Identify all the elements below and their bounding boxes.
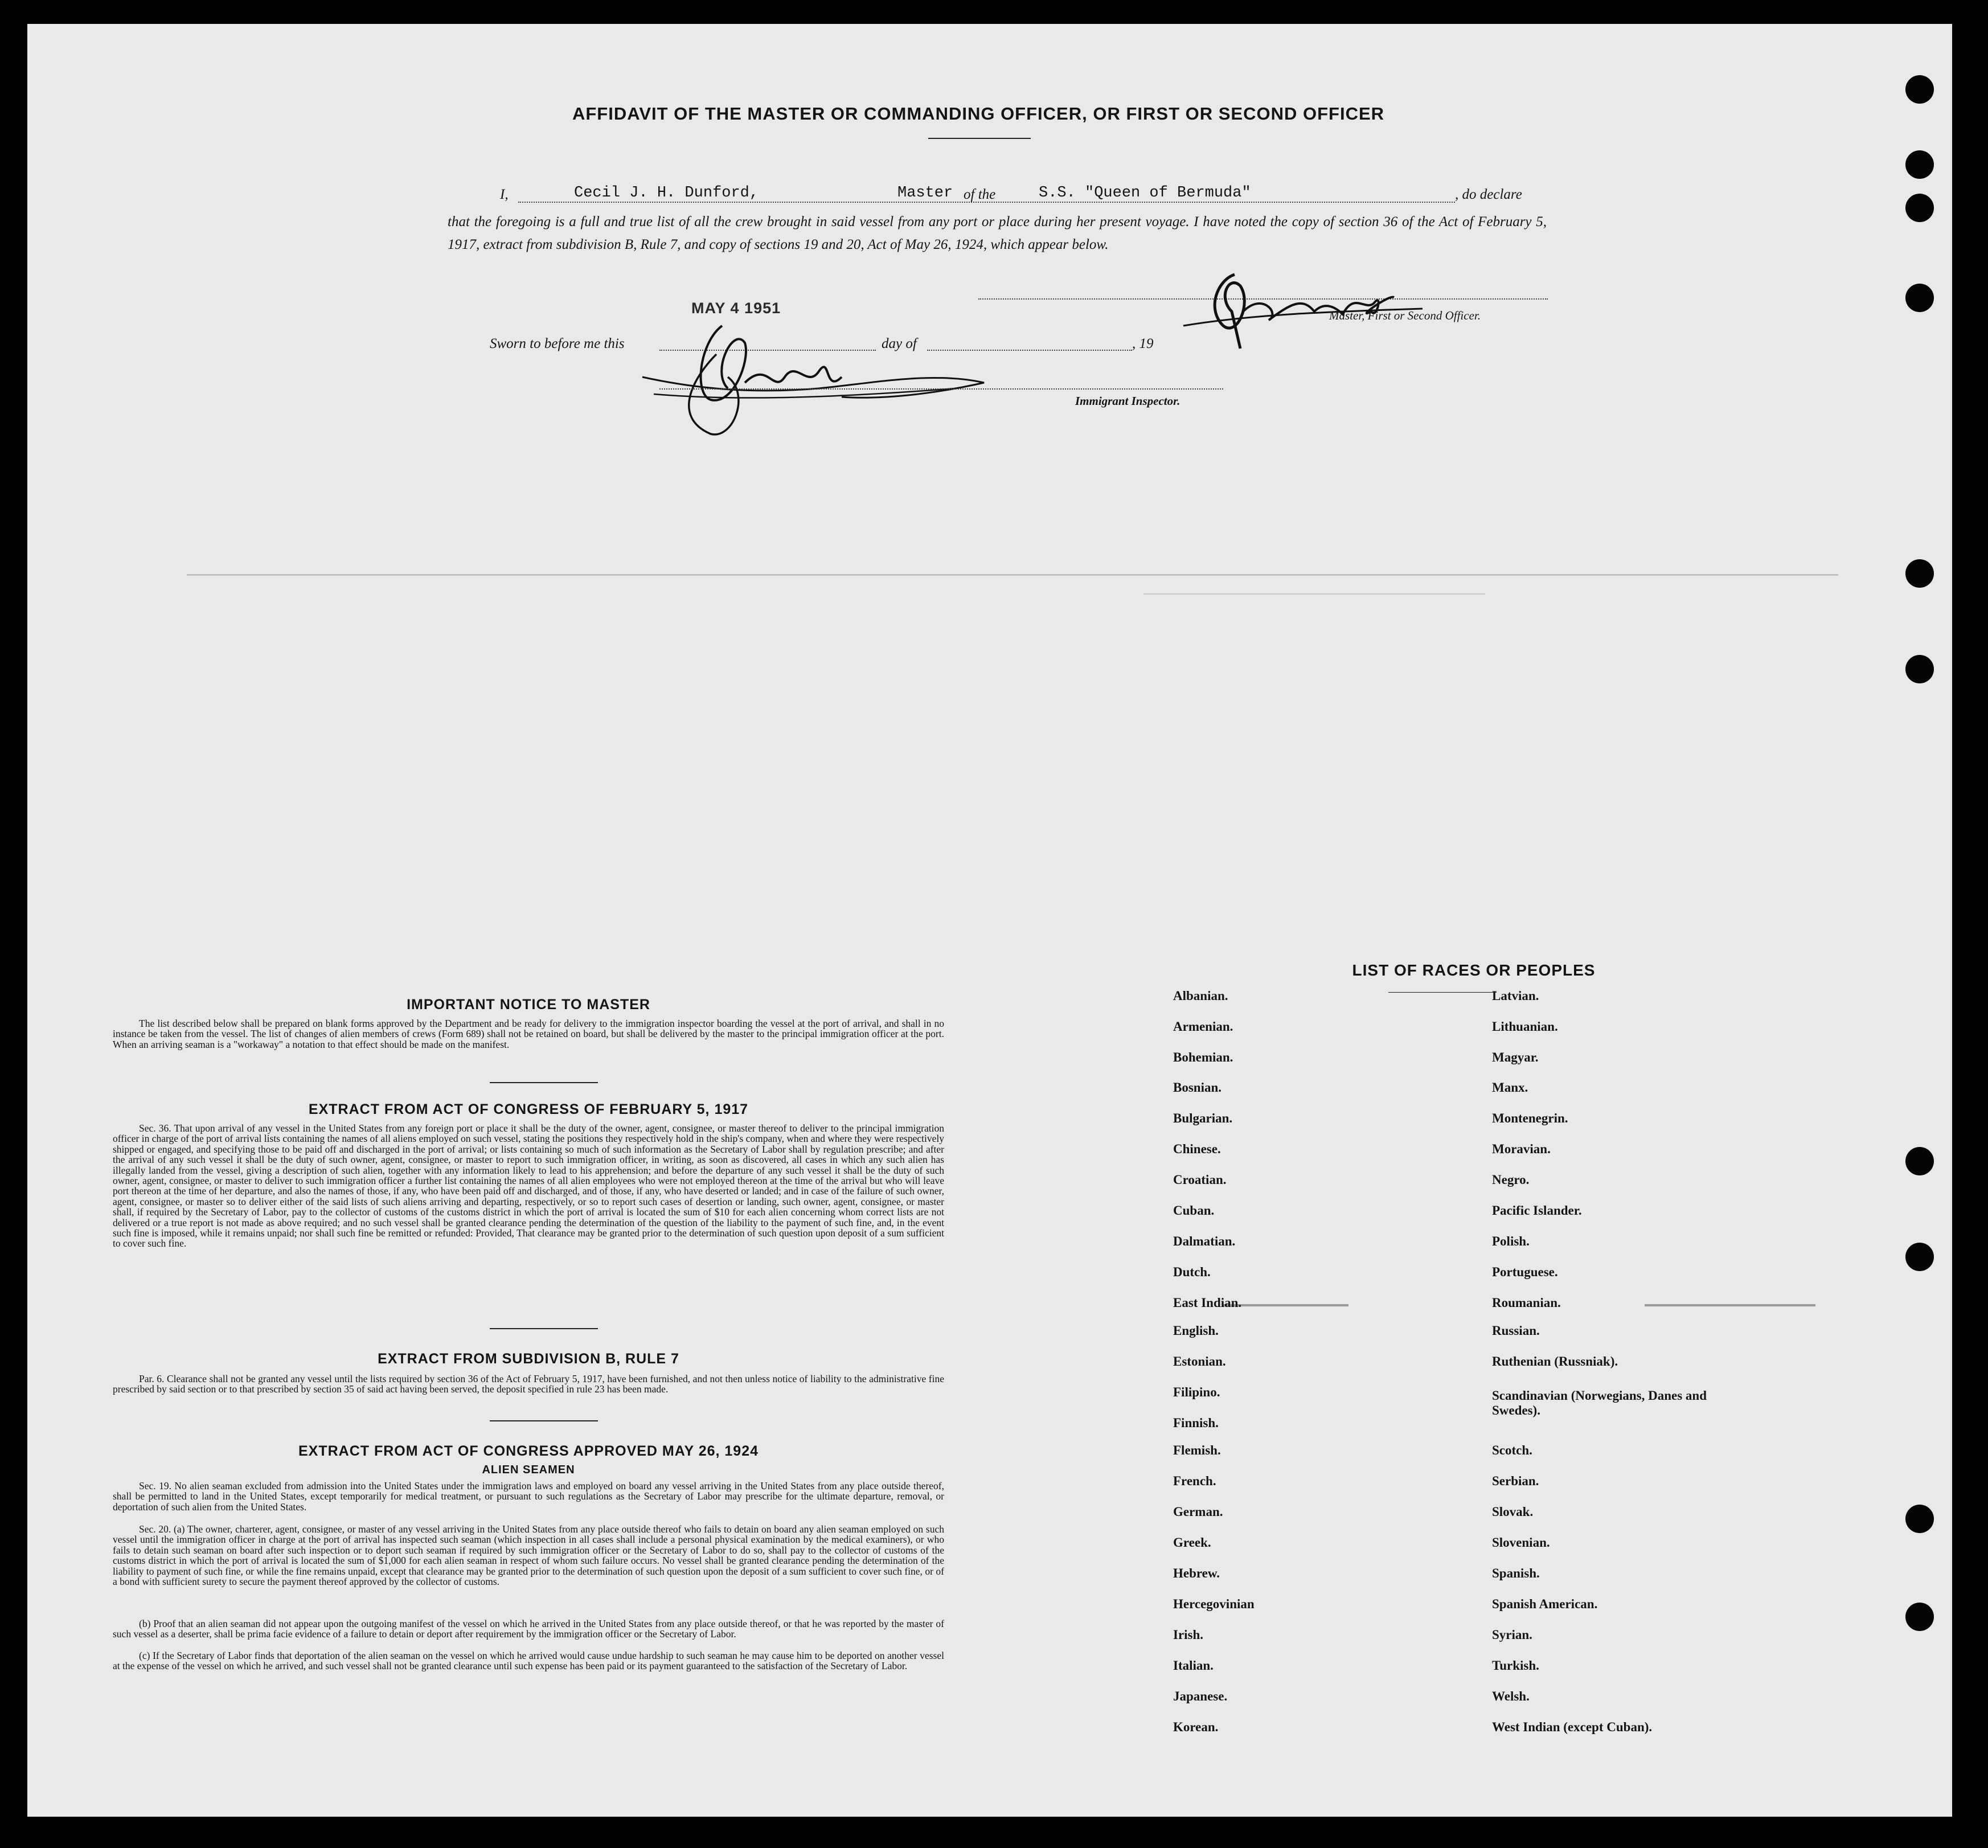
extract-1917-divider xyxy=(490,1328,598,1329)
race-item: Slovak. xyxy=(1492,1505,1534,1519)
race-item: Bohemian. xyxy=(1173,1050,1233,1064)
race-item: Korean. xyxy=(1173,1720,1219,1734)
race-item: Finnish. xyxy=(1173,1416,1219,1430)
race-item: Bulgarian. xyxy=(1173,1111,1233,1125)
race-item: Scotch. xyxy=(1492,1443,1532,1457)
notice-title: IMPORTANT NOTICE TO MASTER xyxy=(407,997,650,1013)
race-item: Filipino. xyxy=(1173,1385,1220,1399)
day-of-label: day of xyxy=(882,336,917,351)
binder-hole xyxy=(1905,559,1934,588)
year-label: , 19 xyxy=(1132,336,1154,351)
race-item: Latvian. xyxy=(1492,989,1539,1003)
race-item: Pacific Islander. xyxy=(1492,1203,1582,1218)
extract-rule7-body: Par. 6. Clearance shall not be granted any vessel until the lists required by section 36 of the Act of February 5, 1917, have been furnished, and not then unless notice of liability to the administrative fine prescribed by said section or to that prescribed by section 35 of said act having been served, the deposit specified in rule 23 has been made. xyxy=(113,1373,944,1395)
binder-hole xyxy=(1905,1603,1934,1631)
race-item: English. xyxy=(1173,1323,1219,1338)
race-item: Slovenian. xyxy=(1492,1535,1550,1550)
extract-1924-sec20c: (c) If the Secretary of Labor finds that deportation of the alien seaman on the vessel on which he arrived would cause undue hardship to such seaman he may cause him to be deported on another vessel at the expense of the vessel on which he arrived, and such vessel shall not be granted clearance until such expense has been paid or its payment guaranteed to the satisfaction of the Secretary of Labor. xyxy=(113,1650,944,1672)
extract-1917-title: EXTRACT FROM ACT OF CONGRESS OF FEBRUARY 5, 1917 xyxy=(308,1101,749,1117)
sworn-label: Sworn to before me this xyxy=(490,336,625,351)
race-item: Negro. xyxy=(1492,1173,1530,1187)
extract-1917-body: Sec. 36. That upon arrival of any vessel in the United States from any foreign port or place it shall be the duty of the owner, agent, consignee, or master thereof to deliver to the principal immigration officer in charge of the port of arrival lists containing the names of all aliens employed on such vessel, stating the positions they respectively hold in the ship's company, when and where they were respectively shipped or engaged, and specifying those to be paid off and discharged in the port of arrival; or lists containing so much of such information as the Secretary of Labor shall by regulation prescribe; and after the arrival of any such vessel it shall be the duty of such owner, agent, consignee, or master to report to such immigration officer, in writing, as soon as discovered, all cases in which any such alien has illegally landed from the vessel, giving a description of such alien, together with any information likely to lead to his apprehension; and before the departure of any such vessel it shall be the duty of such owner, agent, consignee, or master to deliver to such immigration officer a further list containing the names of all alien employees who were not employed thereon at the time of the arrival but who will leave port thereon at the time of her departure, and also the names of those, if any, who have been paid off and discharged, and of those, if any, who have deserted or landed; and in case of the failure of such owner, agent, consignee, or master so to deliver either of the said lists of such aliens arriving and departing, respectively, or so to report such cases of desertion or landing, such owner, agent, consignee, or master shall, if required by the Secretary of Labor, pay to the collector of customs of the customs district in which the port of arrival is located the sum of $10 for each alien concerning whom correct lists are not delivered or a true report is not made as above required; and no such vessel shall be granted clearance pending the determination of the question of the liability to the payment of such fine, and, in the event such fine is imposed, while it remains unpaid; nor shall such fine be remitted or refunded: Provided, That clearance may be granted prior to the determination of such question upon deposit of a sum sufficient to cover such fine. xyxy=(113,1122,944,1249)
race-item: Greek. xyxy=(1173,1535,1211,1550)
race-item: Spanish American. xyxy=(1492,1597,1598,1611)
master-signature xyxy=(1183,257,1434,354)
vessel-name: S.S. "Queen of Bermuda" xyxy=(1039,185,1251,202)
race-item: Irish. xyxy=(1173,1628,1204,1642)
affidavit-statement: that the foregoing is a full and true list of all the crew brought in said vessel from any port or place during her present voyage. I have noted the copy of section 36 of the Act of February 5, 1917, extract from subdivision B, Rule 7, and copy of sections 19 and 20, Act of May 26, 1924, which appear below. xyxy=(448,214,1547,252)
race-item: Scandinavian (Norwegians, Danes and Swedes). xyxy=(1492,1388,1707,1417)
race-item: Manx. xyxy=(1492,1080,1528,1095)
race-item: Japanese. xyxy=(1173,1689,1228,1703)
race-item: Serbian. xyxy=(1492,1474,1539,1488)
bleed-through-line xyxy=(1645,1304,1815,1306)
races-title: LIST OF RACES OR PEOPLES xyxy=(1352,961,1596,979)
binder-hole xyxy=(1905,150,1934,179)
declarant-prefix: I, xyxy=(500,187,509,202)
binder-hole xyxy=(1905,284,1934,312)
bleed-through-line xyxy=(1223,1304,1348,1306)
inspector-caption: Immigrant Inspector. xyxy=(1075,394,1180,408)
do-declare-label: , do declare xyxy=(1455,187,1522,202)
bleed-through-line xyxy=(1143,593,1485,595)
binder-hole xyxy=(1905,194,1934,222)
race-item: Welsh. xyxy=(1492,1689,1530,1703)
race-item: Spanish. xyxy=(1492,1566,1540,1580)
declarant-rank: Master xyxy=(897,185,953,202)
race-item: Ruthenian (Russniak). xyxy=(1492,1354,1618,1368)
race-item: Russian. xyxy=(1492,1323,1540,1338)
race-item: Moravian. xyxy=(1492,1142,1551,1156)
of-the-label: of the xyxy=(964,187,996,202)
race-item: Cuban. xyxy=(1173,1203,1215,1218)
race-item: Chinese. xyxy=(1173,1142,1221,1156)
extract-1924-sec20b: (b) Proof that an alien seaman did not appear upon the outgoing manifest of the vessel on which he arrived in the United States from any place outside thereof, or that he was reported by the master of such vessel as a deserter, shall be prima facie evidence of a failure to detain or deport after requirement by the immigration officer or the Secretary of Labor. xyxy=(113,1618,944,1640)
race-item: Magyar. xyxy=(1492,1050,1539,1064)
race-item: West Indian (except Cuban). xyxy=(1492,1720,1653,1734)
race-item: Polish. xyxy=(1492,1234,1530,1248)
race-item: Bosnian. xyxy=(1173,1080,1222,1095)
race-item: Montenegrin. xyxy=(1492,1111,1568,1125)
race-item: Flemish. xyxy=(1173,1443,1221,1457)
received-date-stamp: MAY 4 1951 xyxy=(691,300,781,317)
binder-hole xyxy=(1905,1243,1934,1271)
extract-1924-subtitle: ALIEN SEAMEN xyxy=(482,1464,575,1476)
inspector-signature-line xyxy=(659,388,1223,390)
race-item: Dalmatian. xyxy=(1173,1234,1236,1248)
extract-1924-sec20a: Sec. 20. (a) The owner, charterer, agent, consignee, or master of any vessel arriving in the United States from any place outside thereof who fails to detain on board any alien seaman employed on such vessel until the immigration officer in charge at the port of arrival has inspected such seaman (which inspection in all cases shall include a personal physical examination by the medical examiners), or who fails to detain such seaman on board after such inspection or to deport such seaman if required by such immigration officer or the Secretary of Labor to do so, shall pay to the collector of customs of the customs district in which the port of arrival is located the sum of $1,000 for each alien seaman in respect of whom such failure occurs. No vessel shall be granted clearance pending the determination of the liability to payment of such fine, or while the fine remains unpaid, except that clearance may be granted prior to the determination of such question upon the deposit of a sum sufficient to cover such fine, or of a bond with sufficient surety to secure the payment thereof approved by the collector of customs. xyxy=(113,1523,944,1588)
race-item: French. xyxy=(1173,1474,1216,1488)
declarant-name: Cecil J. H. Dunford, xyxy=(574,185,759,202)
bleed-through-line xyxy=(187,574,1838,576)
inspector-signature xyxy=(637,303,1001,451)
affidavit-title: AFFIDAVIT OF THE MASTER OR COMMANDING OFFICER, OR FIRST OR SECOND OFFICER xyxy=(572,104,1385,124)
race-item: Lithuanian. xyxy=(1492,1019,1558,1034)
race-item: Hercegovinian xyxy=(1173,1597,1255,1611)
extract-rule7-divider xyxy=(490,1420,598,1421)
notice-body: The list described below shall be prepared on blank forms approved by the Department and be ready for delivery to the immigration inspector boarding the vessel at the port of arrival, and shall in no instance be taken from the vessel. The list of changes of alien members of crews (Form 689) shall not be retained on board, but shall be delivered by the master to the principal immigration officer at the port. When an arriving seaman is a "workaway" a notation to that effect should be made on the manifest. xyxy=(113,1018,944,1050)
notice-divider xyxy=(490,1082,598,1083)
races-divider xyxy=(1388,992,1497,993)
race-item: Albanian. xyxy=(1173,989,1228,1003)
binder-hole xyxy=(1905,1147,1934,1175)
race-item: Croatian. xyxy=(1173,1173,1227,1187)
race-item: Roumanian. xyxy=(1492,1296,1561,1310)
race-item: Portuguese. xyxy=(1492,1265,1558,1279)
race-item: Dutch. xyxy=(1173,1265,1211,1279)
binder-hole xyxy=(1905,655,1934,683)
document-page xyxy=(27,24,1952,1817)
race-item: Syrian. xyxy=(1492,1628,1532,1642)
race-item: German. xyxy=(1173,1505,1223,1519)
race-item: Armenian. xyxy=(1173,1019,1233,1034)
extract-1924-sec19: Sec. 19. No alien seaman excluded from admission into the United States under the immigration laws and employed on board any vessel arriving in the United States from any place outside thereof, shall be permitted to land in the United States, except temporarily for medical treatment, or pursuant to such regulations as the Secretary of Labor may prescribe for the ultimate departure, removal, or deportation of such alien from the United States. xyxy=(113,1480,944,1513)
race-item: Hebrew. xyxy=(1173,1566,1220,1580)
race-item: East Indian. xyxy=(1173,1296,1242,1310)
extract-rule7-title: EXTRACT FROM SUBDIVISION B, RULE 7 xyxy=(378,1351,679,1367)
race-item: Turkish. xyxy=(1492,1658,1539,1673)
master-caption: Master, First or Second Officer. xyxy=(1329,309,1481,322)
race-item: Italian. xyxy=(1173,1658,1214,1673)
title-divider xyxy=(928,138,1031,139)
extract-1924-title: EXTRACT FROM ACT OF CONGRESS APPROVED MAY 26, 1924 xyxy=(298,1443,759,1459)
race-item: Estonian. xyxy=(1173,1354,1226,1368)
binder-hole xyxy=(1905,1505,1934,1533)
binder-hole xyxy=(1905,75,1934,104)
